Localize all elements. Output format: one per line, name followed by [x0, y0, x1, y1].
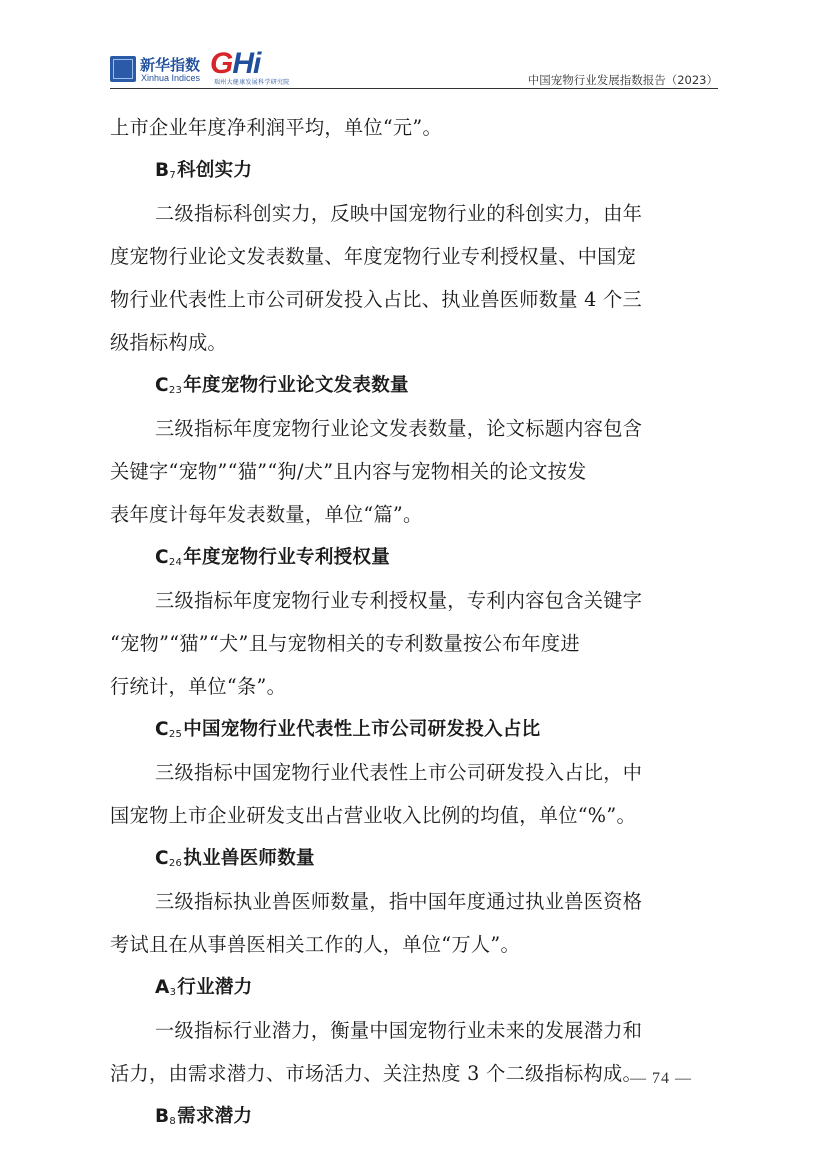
paragraph-line: 国宠物上市企业研发支出占营业收入比例的均值，单位“%”。: [110, 804, 636, 827]
report-title: 中国宠物行业发展指数报告（2023）: [527, 73, 718, 87]
paragraph-line: 活力，由需求潜力、市场活力、关注热度 3 个二级指标构成。: [110, 1062, 642, 1085]
paragraph-line: 三级指标年度宠物行业论文发表数量，论文标题内容包含: [155, 417, 643, 440]
paragraph-line: 三级指标中国宠物行业代表性上市公司研发投入占比，中: [155, 761, 643, 784]
paragraph-line: 关键字“宠物”“猫”“狗/犬”且内容与宠物相关的论文按发: [110, 460, 587, 483]
paragraph-line: 一级指标行业潜力，衡量中国宠物行业未来的发展潜力和: [155, 1019, 643, 1042]
paragraph-line: “宠物”“猫”“犬”且与宠物相关的专利数量按公布年度进: [110, 632, 580, 655]
xinhua-logo-cn: 新华指数: [140, 57, 201, 74]
xinhua-logo-en: Xinhua Indices: [141, 73, 201, 83]
header-divider: [110, 88, 718, 89]
paragraph-line: 考试且在从事兽医相关工作的人，单位“万人”。: [110, 933, 520, 956]
section-heading-b7: B7科创实力: [155, 160, 253, 181]
section-heading-c23: C23年度宠物行业论文发表数量: [155, 375, 409, 396]
paragraph-line: 物行业代表性上市公司研发投入占比、执业兽医师数量 4 个三: [110, 288, 642, 311]
paragraph-line: 二级指标科创实力，反映中国宠物行业的科创实力，由年: [155, 202, 643, 225]
section-heading-b8: B8需求潜力: [155, 1106, 253, 1127]
xinhua-logo-mark: [110, 56, 136, 82]
page-number: — 74 —: [630, 1070, 692, 1087]
paragraph-line: 级指标构成。: [110, 331, 227, 354]
paragraph-line: 三级指标年度宠物行业专利授权量，专利内容包含关键字: [155, 589, 643, 612]
section-heading-c24: C24年度宠物行业专利授权量: [155, 547, 391, 568]
page-body: [110, 110, 718, 1135]
paragraph-line: 行统计，单位“条”。: [110, 675, 287, 698]
section-heading-c26: C26执业兽医师数量: [155, 848, 315, 869]
section-heading-c25: C25中国宠物行业代表性上市公司研发投入占比: [155, 719, 541, 740]
paragraph-line: 上市企业年度净利润平均，单位“元”。: [110, 116, 443, 139]
page-header: [110, 47, 718, 88]
section-heading-a3: A3行业潜力: [155, 977, 253, 998]
paragraph-line: 度宠物行业论文发表数量、年度宠物行业专利授权量、中国宠: [110, 245, 637, 268]
paragraph-line: 三级指标执业兽医师数量，指中国年度通过执业兽医资格: [155, 890, 643, 913]
ghi-logo: GHi 瑞州大健康发展科学研究院: [210, 47, 290, 86]
paragraph-line: 表年度计每年发表数量，单位“篇”。: [110, 503, 423, 526]
xinhua-indices-logo: [110, 54, 202, 86]
